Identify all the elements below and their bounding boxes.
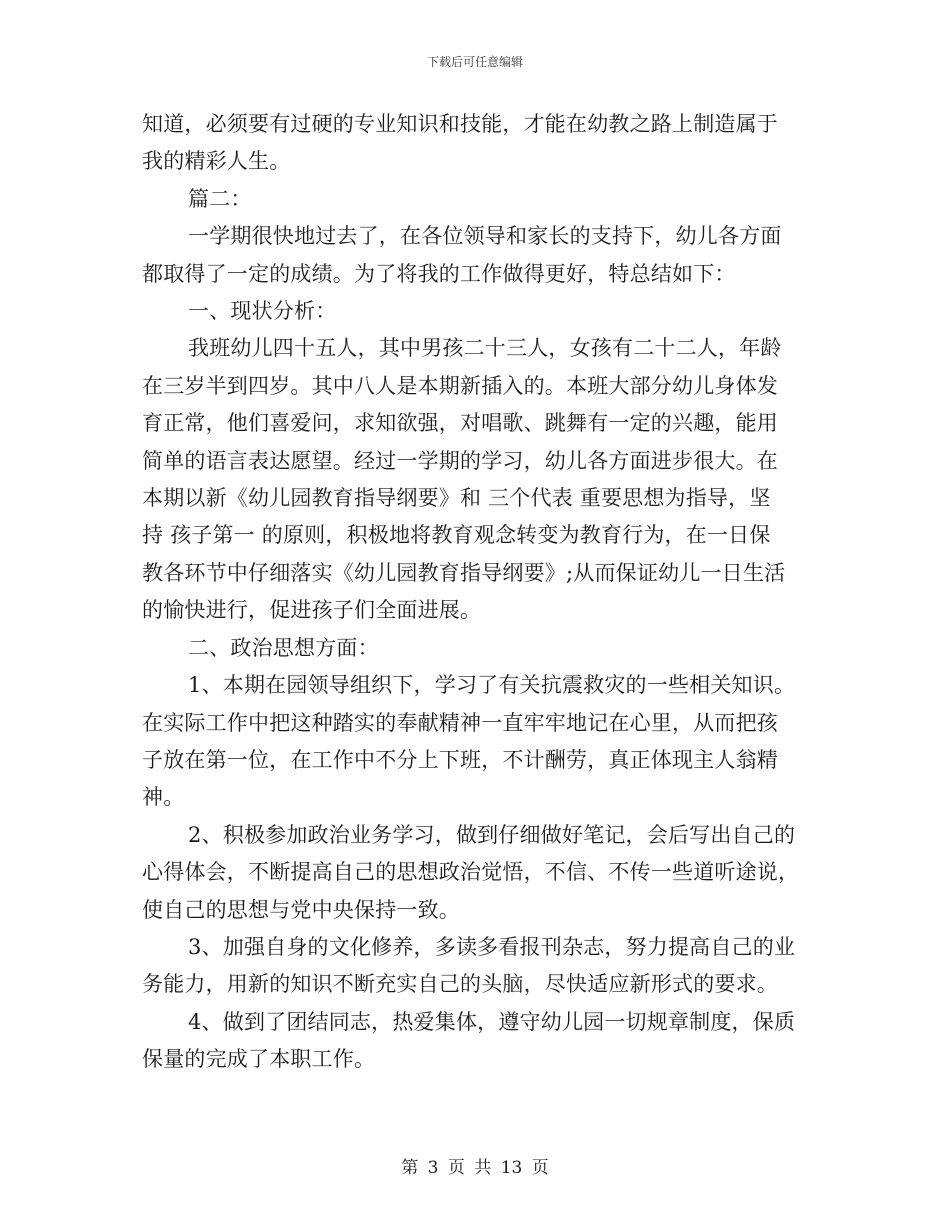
document-body [142, 106, 808, 1079]
text-line: 子放在第一位，在工作中不分上下班，不计酬劳，真正体现主人翁精 [142, 747, 778, 772]
text-line: 简单的语言表达愿望。经过一学期的学习，幼儿各方面进步很大。在 [142, 448, 778, 473]
text-line: 本期以新《幼儿园教育指导纲要》和 三个代表 重要思想为指导，坚 [142, 486, 771, 511]
text-line: 知道，必须要有过硬的专业知识和技能，才能在幼教之路上制造属于 [142, 112, 778, 136]
page-header: 下载后可任意编辑 [426, 55, 523, 69]
text-line: 1、本期在园领导组织下，学习了有关抗震救灾的一些相关知识。 [188, 673, 796, 698]
text-line: 一、现状分析： [188, 299, 337, 324]
text-line: 二、政治思想方面： [188, 635, 379, 660]
text-line: 我的精彩人生。 [142, 149, 291, 174]
text-line: 我班幼儿四十五人，其中男孩二十三人，女孩有二十二人，年龄 [188, 336, 782, 361]
text-line: 使自己的思想与党中央保持一致。 [142, 897, 460, 922]
text-line: 一学期很快地过去了，在各位领导和家长的支持下，幼儿各方面 [188, 224, 782, 249]
text-line: 3、加强自身的文化修养，多读多看报刊杂志，努力提高自己的业 [188, 934, 796, 959]
text-line: 的愉快进行，促进孩子们全面进展。 [142, 598, 482, 623]
page-footer: 第 3 页 共 13 页 [401, 1158, 549, 1178]
text-line: 教各环节中仔细落实《幼儿园教育指导纲要》;从而保证幼儿一日生活 [142, 560, 786, 585]
text-line: 篇二： [188, 186, 252, 211]
text-line: 在三岁半到四岁。其中八人是本期新插入的。本班大部分幼儿身体发 [142, 373, 778, 398]
text-line: 神。 [142, 785, 185, 810]
text-line: 都取得了一定的成绩。为了将我的工作做得更好，特总结如下： [142, 261, 736, 286]
text-line: 保量的完成了本职工作。 [142, 1047, 376, 1072]
text-line: 育正常，他们喜爱问，求知欲强，对唱歌、跳舞有一定的兴趣，能用 [142, 411, 778, 436]
text-line: 在实际工作中把这种踏实的奉献精神一直牢牢地记在心里，从而把孩 [142, 710, 778, 735]
text-line: 持 孩子第一 的原则，积极地将教育观念转变为教育行为，在一日保 [142, 523, 771, 548]
text-line: 4、做到了团结同志，热爱集体，遵守幼儿园一切规章制度，保质 [188, 1009, 796, 1034]
text-line: 务能力，用新的知识不断充实自己的头脑，尽快适应新形式的要求。 [142, 972, 778, 997]
text-line: 2、积极参加政治业务学习，做到仔细做好笔记，会后写出自己的 [188, 822, 796, 847]
text-line: 心得体会，不断提高自己的思想政治觉悟，不信、不传一些道听途说， [142, 860, 800, 885]
